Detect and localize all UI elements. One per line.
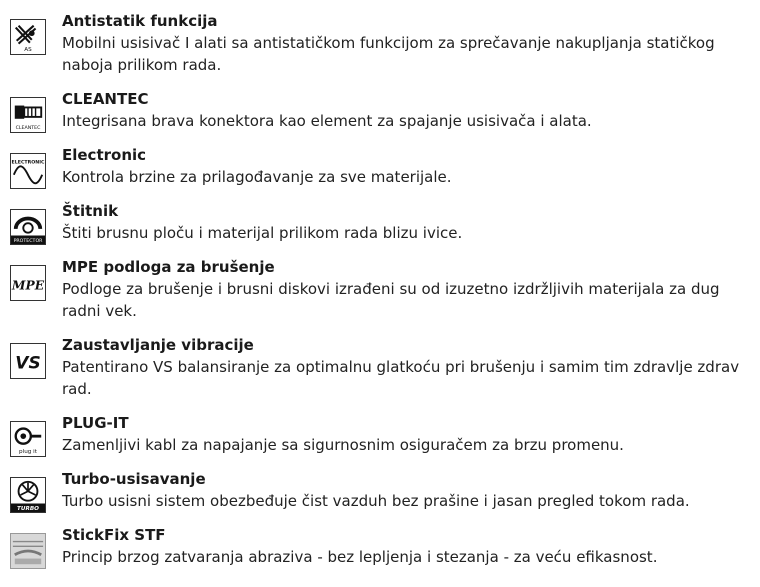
svg-text:TURBO: TURBO — [17, 506, 39, 512]
svg-text:PROTECTOR: PROTECTOR — [13, 239, 43, 244]
protector-icon — [10, 209, 46, 245]
svg-text:VS: VS — [15, 353, 41, 374]
antistatic-icon — [10, 19, 46, 55]
feature-description: Kontrola brzine za prilagođavanje za sve materijale. — [62, 168, 452, 186]
feature-title: Antistatik funkcija — [62, 12, 218, 30]
svg-text:MPE: MPE — [11, 277, 45, 293]
feature-description: Turbo usisni sistem obezbeđuje čist vazduh bez prašine i jasan pregled tokom rada. — [62, 492, 690, 510]
feature-title: StickFix STF — [62, 526, 166, 544]
cleantec-icon — [10, 97, 46, 133]
plug-it-icon — [10, 421, 46, 457]
feature-description: Patentirano VS balansiranje za optimalnu glatkoću pri brušenju i samim tim zdravlje zdrav rad. — [62, 358, 740, 398]
feature-title: CLEANTEC — [62, 90, 149, 108]
feature-description: Integrisana brava konektora kao element za spajanje usisivača i alata. — [62, 112, 592, 130]
svg-text:plug it: plug it — [19, 449, 37, 456]
feature-title: Electronic — [62, 146, 147, 164]
feature-description: Mobilni usisivač I alati sa antistatičkom funkcijom za sprečavanje nakupljanja statičkog naboja prilikom rada. — [62, 34, 715, 74]
feature-title: MPE podloga za brušenje — [62, 258, 275, 276]
feature-title: Štitnik — [62, 202, 119, 220]
feature-description: Štiti brusnu ploču i materijal prilikom rada blizu ivice. — [62, 224, 463, 242]
vs-icon — [10, 343, 46, 379]
electronic-icon — [10, 153, 46, 189]
svg-text:CLEANTEC: CLEANTEC — [15, 126, 41, 132]
svg-text:ELECTRONIC: ELECTRONIC — [11, 160, 45, 166]
feature-description: Podloge za brušenje i brusni diskovi izrađeni su od izuzetno izdržljivih materijala za dug radni vek. — [62, 280, 720, 320]
feature-title: Turbo-usisavanje — [62, 470, 206, 488]
feature-title: PLUG-IT — [62, 414, 129, 432]
feature-description: Princip brzog zatvaranja abraziva - bez lepljenja i stezanja - za veću efikasnost. — [62, 548, 658, 566]
feature-description: Zamenljivi kabl za napajanje sa sigurnosnim osiguračem za brzu promenu. — [62, 436, 624, 454]
svg-text:AS: AS — [24, 47, 32, 54]
turbo-icon — [10, 477, 46, 513]
feature-title: Zaustavljanje vibracije — [62, 336, 254, 354]
mpe-icon — [10, 265, 46, 301]
stickfix-icon — [10, 533, 46, 569]
